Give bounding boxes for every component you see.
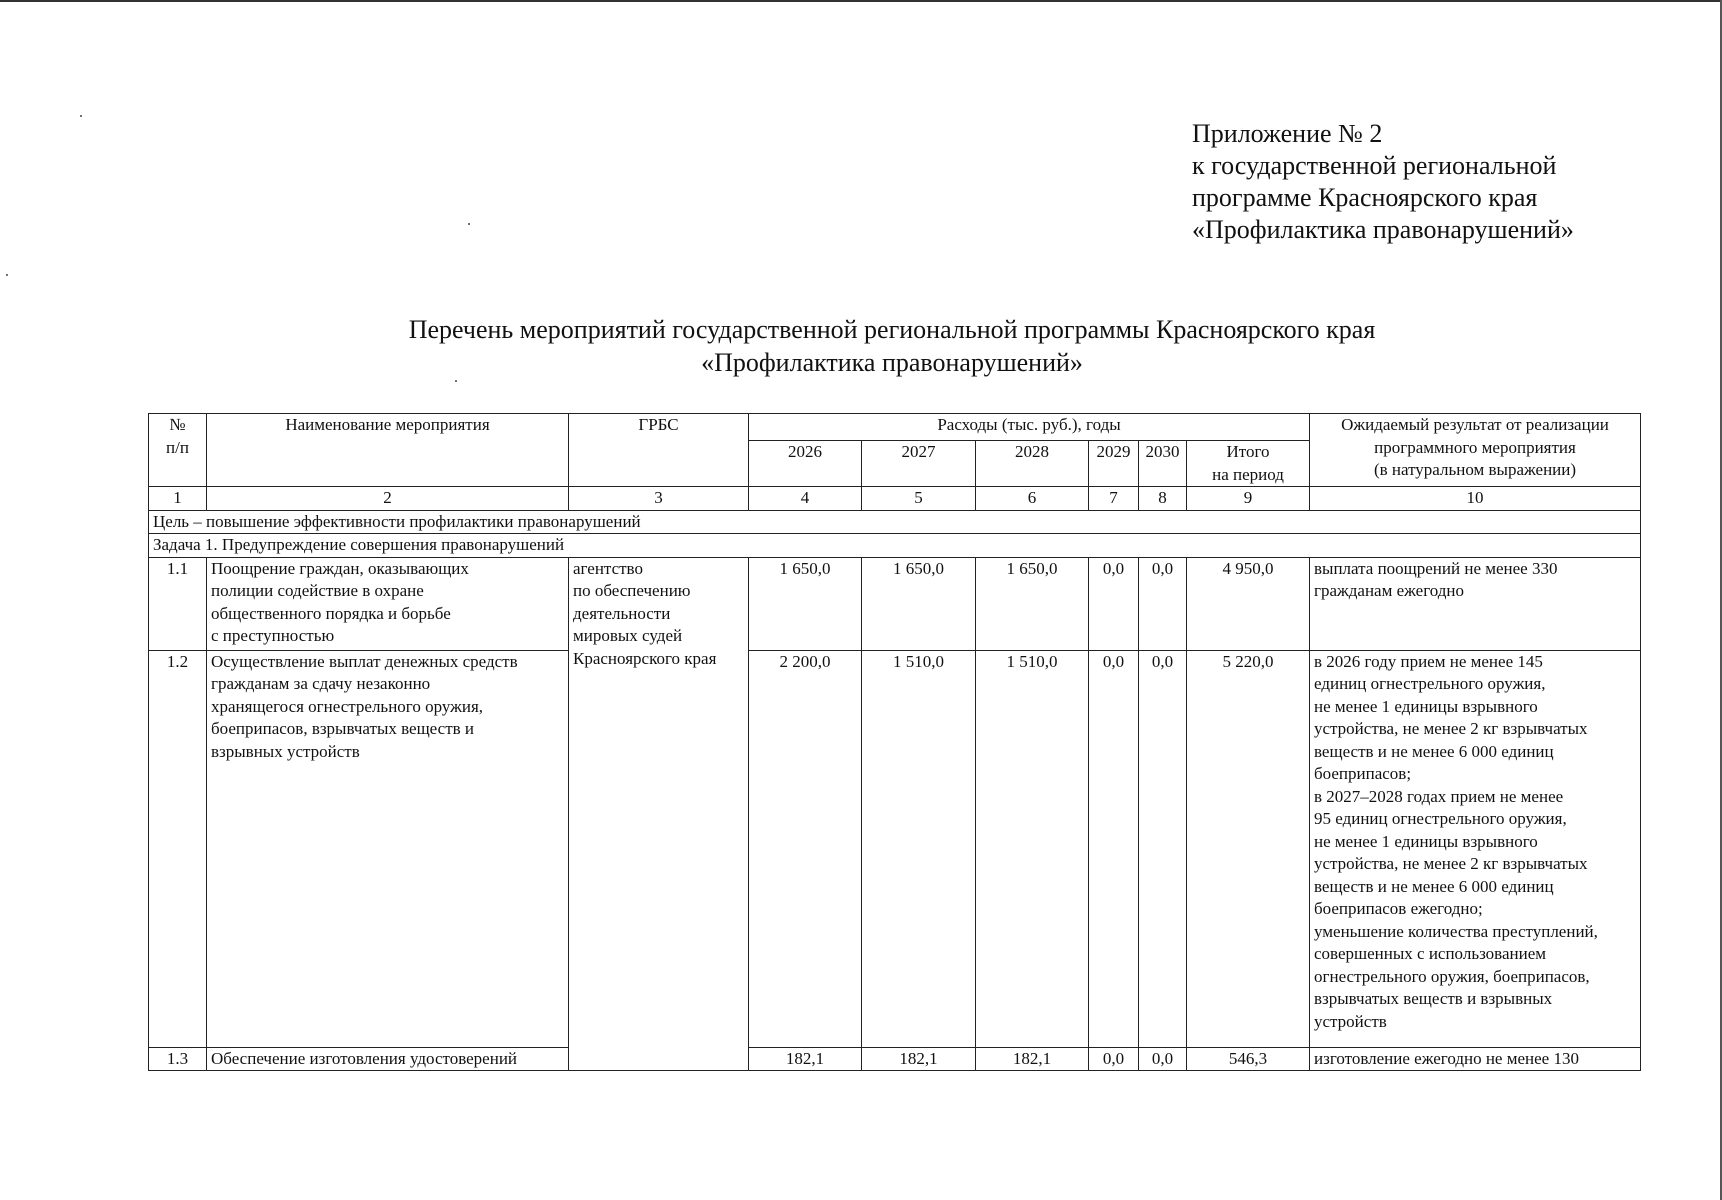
row-num: 1.3 — [149, 1047, 207, 1071]
row-value-2028: 1 510,0 — [976, 650, 1089, 1047]
row-name: Осуществление выплат денежных средств гражданам за сдачу незаконно хранящегося огнестрельного оружия, боеприпасов, взрывчатых веществ и взрывных устройств — [207, 650, 569, 1047]
document-title — [147, 313, 1637, 379]
row-name: Поощрение граждан, оказывающих полиции содействие в охране общественного порядка и борьбе с преступностью — [207, 557, 569, 650]
title-line-1: Перечень мероприятий государственной региональной программы Красноярского края — [408, 315, 1376, 344]
column-number: 6 — [976, 487, 1089, 511]
row-value-2027: 1 510,0 — [862, 650, 976, 1047]
scan-speck — [468, 223, 470, 225]
header-expenses: Расходы (тыс. руб.), годы — [749, 414, 1310, 441]
column-number-row — [149, 487, 1641, 511]
measures-table — [148, 413, 1641, 1071]
row-value-2028: 1 650,0 — [976, 557, 1089, 650]
header-total: Итого на период — [1187, 441, 1310, 487]
header-grbs: ГРБС — [569, 414, 749, 487]
row-value-2030: 0,0 — [1139, 557, 1187, 650]
table-row — [149, 650, 1641, 1047]
row-result: выплата поощрений не менее 330 гражданам ежегодно — [1310, 557, 1641, 650]
row-num: 1.1 — [149, 557, 207, 650]
task-row — [149, 534, 1641, 558]
column-number: 3 — [569, 487, 749, 511]
row-total: 546,3 — [1187, 1047, 1310, 1071]
column-number: 2 — [207, 487, 569, 511]
table-row — [149, 557, 1641, 650]
column-number: 1 — [149, 487, 207, 511]
row-value-2027: 182,1 — [862, 1047, 976, 1071]
scan-edge-top — [0, 0, 1722, 2]
scan-speck — [455, 380, 457, 382]
goal-text: Цель – повышение эффективности профилактики правонарушений — [149, 510, 1641, 534]
goal-row — [149, 510, 1641, 534]
appendix-line: Приложение № 2 — [1192, 119, 1383, 148]
column-number: 7 — [1089, 487, 1139, 511]
row-name: Обеспечение изготовления удостоверений — [207, 1047, 569, 1071]
header-year: 2026 — [749, 441, 862, 487]
header-year: 2030 — [1139, 441, 1187, 487]
appendix-line: к государственной региональной — [1192, 151, 1557, 180]
task-text: Задача 1. Предупреждение совершения правонарушений — [149, 534, 1641, 558]
row-value-2027: 1 650,0 — [862, 557, 976, 650]
column-number: 8 — [1139, 487, 1187, 511]
column-number: 10 — [1310, 487, 1641, 511]
row-value-2026: 2 200,0 — [749, 650, 862, 1047]
row-value-2030: 0,0 — [1139, 650, 1187, 1047]
header-year: 2028 — [976, 441, 1089, 487]
header-row-1 — [149, 414, 1641, 441]
appendix-note — [1192, 118, 1612, 246]
row-total: 5 220,0 — [1187, 650, 1310, 1047]
column-number: 4 — [749, 487, 862, 511]
row-result: изготовление ежегодно не менее 130 — [1310, 1047, 1641, 1071]
row-grbs: агентство по обеспечению деятельности мировых судей Красноярского края — [569, 557, 749, 1071]
row-value-2026: 182,1 — [749, 1047, 862, 1071]
column-number: 5 — [862, 487, 976, 511]
row-value-2030: 0,0 — [1139, 1047, 1187, 1071]
row-value-2026: 1 650,0 — [749, 557, 862, 650]
header-result: Ожидаемый результат от реализации программного мероприятия (в натуральном выражении) — [1310, 414, 1641, 487]
row-value-2029: 0,0 — [1089, 557, 1139, 650]
header-year: 2027 — [862, 441, 976, 487]
appendix-line: «Профилактика правонарушений» — [1192, 215, 1574, 244]
header-year: 2029 — [1089, 441, 1139, 487]
scan-speck — [6, 274, 8, 276]
appendix-line: программе Красноярского края — [1192, 183, 1538, 212]
scan-speck — [80, 115, 82, 117]
column-number: 9 — [1187, 487, 1310, 511]
row-total: 4 950,0 — [1187, 557, 1310, 650]
title-line-2: «Профилактика правонарушений» — [701, 348, 1083, 377]
table-row — [149, 1047, 1641, 1071]
row-value-2028: 182,1 — [976, 1047, 1089, 1071]
row-value-2029: 0,0 — [1089, 1047, 1139, 1071]
row-num: 1.2 — [149, 650, 207, 1047]
row-result: в 2026 году прием не менее 145 единиц огнестрельного оружия, не менее 1 единицы взрывного устройства, не менее 2 кг взрывчатых веществ и не менее 6 000 единиц боеприпасов; в 2027–2028 годах прием не менее 95 единиц огнестрельного оружия, не менее 1 единицы взрывного устройства, не менее 2 кг взрывчатых веществ и не менее 6 000 единиц боеприпасов ежегодно; уменьшение количества преступлений, совершенных с использованием огнестрельного оружия, боеприпасов, взрывчатых веществ и взрывных устройств — [1310, 650, 1641, 1047]
header-num: № п/п — [149, 414, 207, 487]
row-value-2029: 0,0 — [1089, 650, 1139, 1047]
header-name: Наименование мероприятия — [207, 414, 569, 487]
